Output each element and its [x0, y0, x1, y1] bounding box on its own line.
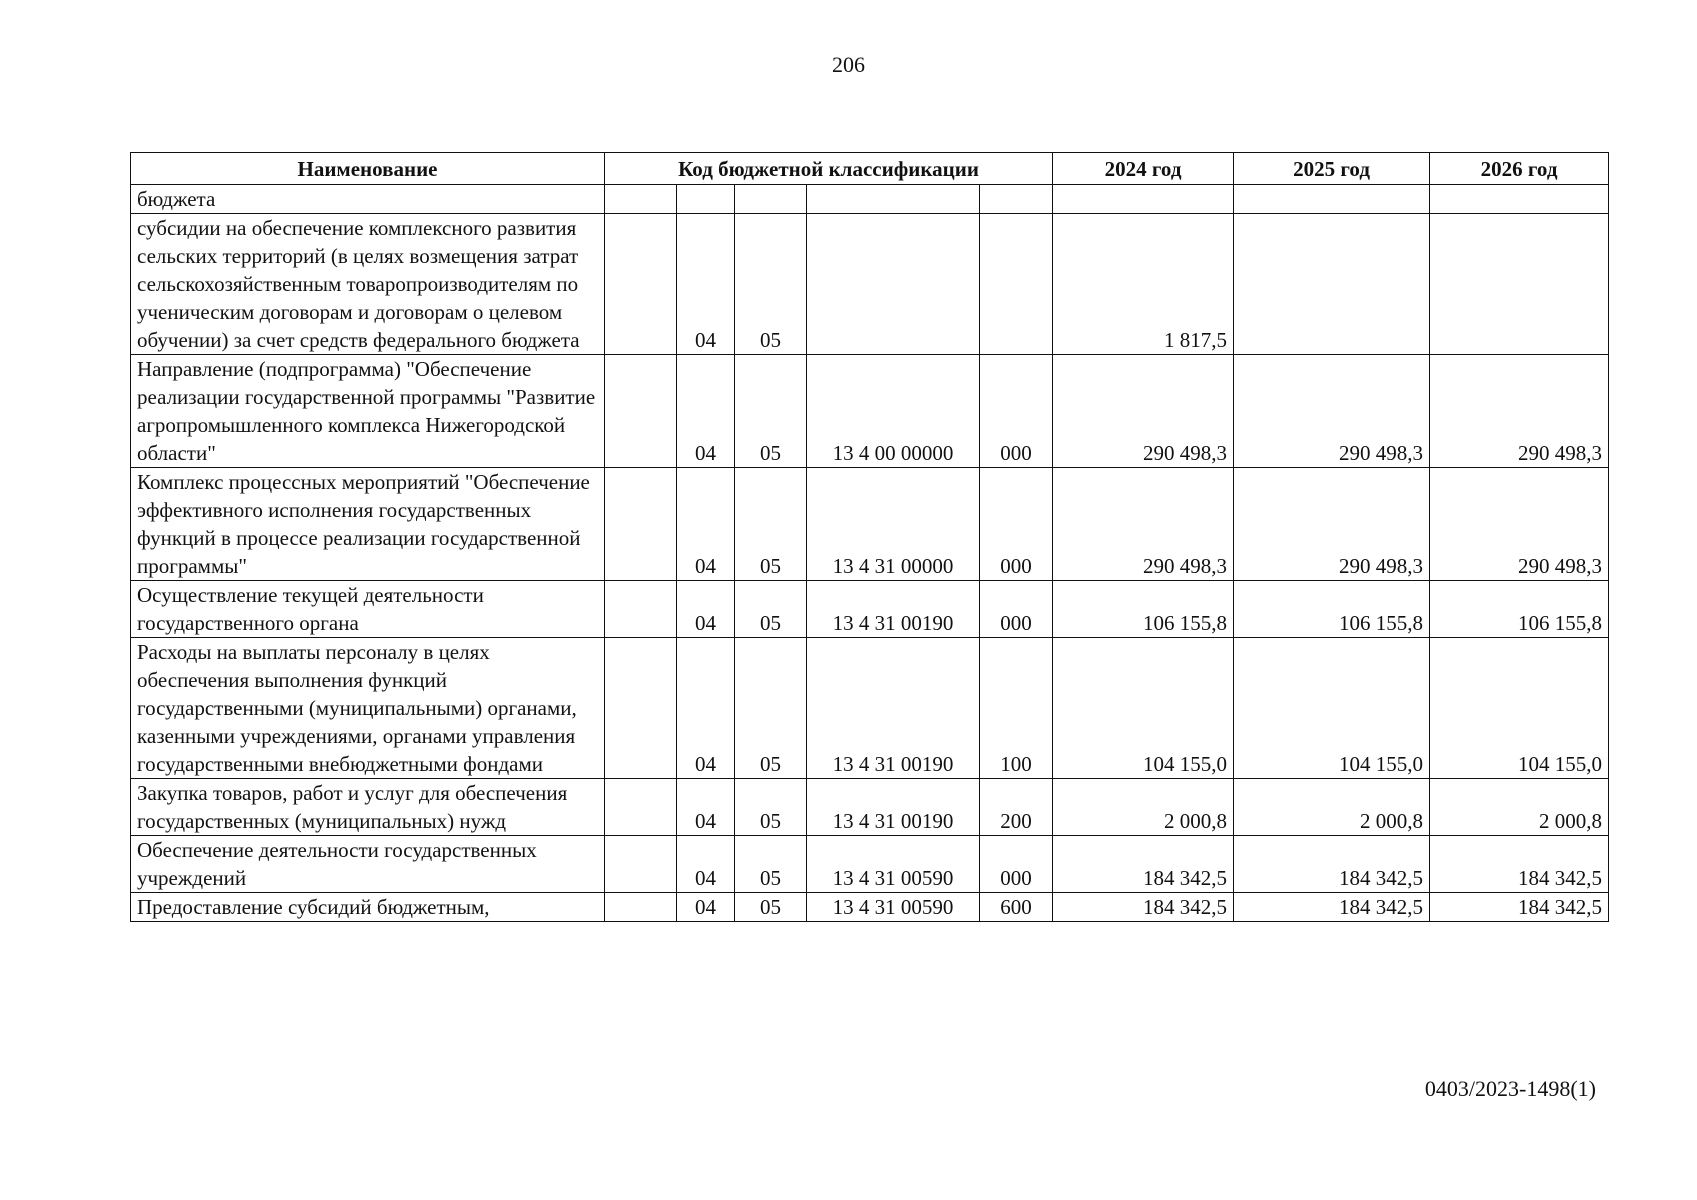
row-name-cell: Расходы на выплаты персоналу в целях обеспечения выполнения функций государственными (муниципальными) органами, казенными учреждениями, органами управления государственными внебюджетными фондами	[131, 638, 605, 779]
row-section-cell: 04	[677, 355, 735, 468]
row-2025-cell: 104 155,0	[1234, 638, 1430, 779]
row-subsection-cell: 05	[735, 836, 807, 893]
header-2024: 2024 год	[1053, 153, 1234, 185]
row-blank-cell	[605, 468, 677, 581]
header-name: Наименование	[131, 153, 605, 185]
row-expense-type-cell: 000	[980, 836, 1053, 893]
row-2024-cell: 104 155,0	[1053, 638, 1234, 779]
row-target-code-cell: 13 4 31 00590	[807, 836, 980, 893]
page-number: 206	[832, 52, 865, 77]
row-expense-type-cell	[980, 214, 1053, 355]
row-2025-cell: 106 155,8	[1234, 581, 1430, 638]
row-subsection-cell: 05	[735, 581, 807, 638]
row-section-cell: 04	[677, 893, 735, 922]
row-target-code-cell: 13 4 31 00000	[807, 468, 980, 581]
row-2024-cell: 184 342,5	[1053, 893, 1234, 922]
row-expense-type-cell: 000	[980, 581, 1053, 638]
row-blank-cell	[605, 214, 677, 355]
row-2025-cell: 184 342,5	[1234, 893, 1430, 922]
budget-table	[130, 152, 1609, 922]
row-name-cell: бюджета	[131, 185, 605, 214]
table-row	[131, 893, 1609, 922]
row-2026-cell: 290 498,3	[1430, 468, 1609, 581]
row-name-cell: Предоставление субсидий бюджетным,	[131, 893, 605, 922]
row-2026-cell	[1430, 214, 1609, 355]
row-2024-cell: 2 000,8	[1053, 779, 1234, 836]
table-row	[131, 581, 1609, 638]
row-2025-cell	[1234, 185, 1430, 214]
table-row	[131, 779, 1609, 836]
row-blank-cell	[605, 779, 677, 836]
row-2025-cell: 184 342,5	[1234, 836, 1430, 893]
row-name-cell: Осуществление текущей деятельности государственного органа	[131, 581, 605, 638]
row-blank-cell	[605, 185, 677, 214]
row-expense-type-cell: 100	[980, 638, 1053, 779]
row-section-cell: 04	[677, 581, 735, 638]
row-2025-cell: 290 498,3	[1234, 468, 1430, 581]
row-section-cell: 04	[677, 214, 735, 355]
row-blank-cell	[605, 581, 677, 638]
row-section-cell: 04	[677, 638, 735, 779]
row-2025-cell: 290 498,3	[1234, 355, 1430, 468]
row-2024-cell: 290 498,3	[1053, 468, 1234, 581]
row-subsection-cell: 05	[735, 779, 807, 836]
row-subsection-cell: 05	[735, 355, 807, 468]
row-name-cell: Комплекс процессных мероприятий "Обеспечение эффективного исполнения государственных функций в процессе реализации государственной программы"	[131, 468, 605, 581]
row-subsection-cell: 05	[735, 214, 807, 355]
header-code: Код бюджетной классификации	[605, 153, 1053, 185]
row-target-code-cell: 13 4 31 00190	[807, 779, 980, 836]
row-2025-cell	[1234, 214, 1430, 355]
row-subsection-cell: 05	[735, 638, 807, 779]
row-expense-type-cell: 000	[980, 468, 1053, 581]
row-target-code-cell	[807, 185, 980, 214]
row-2026-cell: 184 342,5	[1430, 836, 1609, 893]
row-2026-cell	[1430, 185, 1609, 214]
row-2026-cell: 184 342,5	[1430, 893, 1609, 922]
row-subsection-cell: 05	[735, 893, 807, 922]
row-blank-cell	[605, 355, 677, 468]
row-blank-cell	[605, 836, 677, 893]
row-2024-cell: 1 817,5	[1053, 214, 1234, 355]
table-row	[131, 836, 1609, 893]
header-row	[131, 153, 1609, 185]
header-2025: 2025 год	[1234, 153, 1430, 185]
row-2024-cell: 290 498,3	[1053, 355, 1234, 468]
row-blank-cell	[605, 893, 677, 922]
row-2026-cell: 2 000,8	[1430, 779, 1609, 836]
table-row	[131, 468, 1609, 581]
table-row	[131, 185, 1609, 214]
row-target-code-cell: 13 4 31 00190	[807, 638, 980, 779]
row-name-cell: Направление (подпрограмма) "Обеспечение реализации государственной программы "Развитие агропромышленного комплекса Нижегородской области"	[131, 355, 605, 468]
row-2024-cell: 106 155,8	[1053, 581, 1234, 638]
row-blank-cell	[605, 638, 677, 779]
row-expense-type-cell	[980, 185, 1053, 214]
table-row	[131, 638, 1609, 779]
row-name-cell: Обеспечение деятельности государственных учреждений	[131, 836, 605, 893]
row-expense-type-cell: 200	[980, 779, 1053, 836]
row-section-cell: 04	[677, 779, 735, 836]
row-subsection-cell: 05	[735, 468, 807, 581]
row-section-cell	[677, 185, 735, 214]
row-2024-cell: 184 342,5	[1053, 836, 1234, 893]
row-target-code-cell: 13 4 00 00000	[807, 355, 980, 468]
row-expense-type-cell: 000	[980, 355, 1053, 468]
row-name-cell: Закупка товаров, работ и услуг для обеспечения государственных (муниципальных) нужд	[131, 779, 605, 836]
row-2026-cell: 106 155,8	[1430, 581, 1609, 638]
row-name-cell: субсидии на обеспечение комплексного развития сельских территорий (в целях возмещения затрат сельскохозяйственным товаропроизводителям по ученическим договорам и договорам о целевом обучении) за счет средств федерального бюджета	[131, 214, 605, 355]
row-2026-cell: 290 498,3	[1430, 355, 1609, 468]
header-2026: 2026 год	[1430, 153, 1609, 185]
row-target-code-cell: 13 4 31 00190	[807, 581, 980, 638]
row-section-cell: 04	[677, 468, 735, 581]
row-subsection-cell	[735, 185, 807, 214]
table-row	[131, 214, 1609, 355]
row-2026-cell: 104 155,0	[1430, 638, 1609, 779]
row-target-code-cell	[807, 214, 980, 355]
row-expense-type-cell: 600	[980, 893, 1053, 922]
row-target-code-cell: 13 4 31 00590	[807, 893, 980, 922]
row-section-cell: 04	[677, 836, 735, 893]
document-number: 0403/2023-1498(1)	[1424, 1076, 1596, 1101]
row-2024-cell	[1053, 185, 1234, 214]
row-2025-cell: 2 000,8	[1234, 779, 1430, 836]
table-row	[131, 355, 1609, 468]
